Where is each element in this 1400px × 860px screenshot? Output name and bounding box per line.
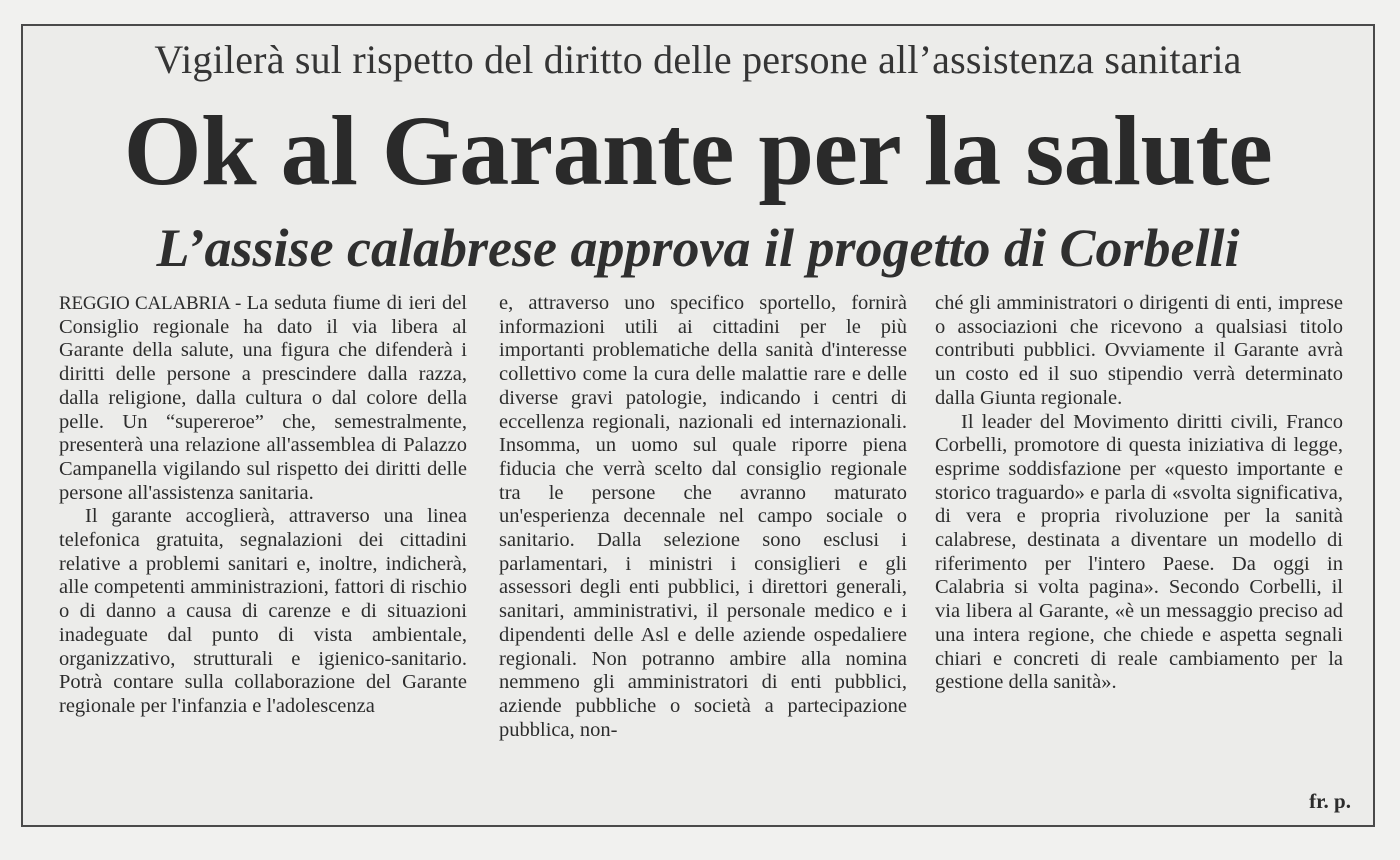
- article-kicker: Vigilerà sul rispetto del diritto delle persone all’assistenza sanitaria: [154, 37, 1242, 82]
- article-body: [59, 292, 1349, 792]
- paragraph: ché gli amministratori o dirigenti di enti, imprese o associazioni che ricevono a qualsiasi titolo contributi pubblici. Ovviamente il Garante avrà un costo ed il suo stipendio verrà determinato dalla Giunta regionale.: [935, 292, 1343, 409]
- paragraph: e, attraverso uno specifico sportello, fornirà informazioni utili ai cittadini per le più importanti problematiche della sanità d'interesse collettivo come la cura delle malattie rare e delle diverse gravi patologie, indicando i centri di eccellenza regionali, nazionali ed internazionali. Insomma, un uomo sul quale riporre piena fiducia che verrà scelto dal consiglio regionale tra le persone che avranno maturato un'esperienza decennale nel campo sociale o sanitario. Dalla selezione sono esclusi i parlamentari, i ministri i consiglieri e gli assessori degli enti pubblici, i direttori generali, sanitari, amministrativi, il personale medico e i dipendenti delle Asl e delle aziende ospedaliere regionali. Non potranno ambire alla nomina nemmeno gli amministratori di enti pubblici, aziende pubbliche o società a partecipazione pubblica, non-: [499, 292, 907, 741]
- paragraph: Il garante accoglierà, attraverso una linea telefonica gratuita, segnalazioni dei cittadini relative a problemi sanitari e, inoltre, indicherà, alle competenti amministrazioni, fattori di rischio o di danno a causa di carenze e di situazioni inadeguate dal punto di vista ambientale, organizzativo, strutturali e igienico-sanitario. Potrà contare sulla collaborazione del Garante regionale per l'infanzia e l'adolescenza: [59, 505, 467, 717]
- dateline: REGGIO CALABRIA -: [59, 293, 247, 314]
- text-column-3: [935, 292, 1343, 802]
- paragraph: [59, 292, 467, 505]
- newspaper-clipping: [21, 24, 1375, 827]
- text-column-1: [59, 292, 467, 802]
- paragraph: Il leader del Movimento diritti civili, Franco Corbelli, promotore di questa iniziativa di legge, esprime soddisfazione per «questo importante e storico traguardo» e parla di «svolta significativa, di vera e propria rivoluzione per la sanità calabrese, destinata a diventare un modello di riferimento per l'intero Paese. Da oggi in Calabria si volta pagina». Secondo Corbelli, il via libera al Garante, «è un messaggio preciso ad una intera regione, che chiede e aspetta segnali chiari e concreti di reale cambiamento per la gestione della sanità».: [935, 410, 1343, 694]
- text-column-2: [499, 292, 907, 802]
- paragraph-text: La seduta fiume di ieri del Consiglio regionale ha dato il via libera al Garante della salute, una figura che difenderà i diritti delle persone a prescindere dalla razza, dalla religione, dalla cultura o dal colore della pelle. Un “supereroe” che, semestralmente, presenterà una relazione all'assemblea di Palazzo Campanella vigilando sul rispetto dei diritti delle persone all'assistenza sanitaria.: [59, 292, 467, 504]
- article-headline: Ok al Garante per la salute: [123, 95, 1273, 206]
- article-subheadline: L’assise calabrese approva il progetto di Corbelli: [156, 218, 1240, 278]
- author-signature: fr. p.: [1309, 789, 1351, 813]
